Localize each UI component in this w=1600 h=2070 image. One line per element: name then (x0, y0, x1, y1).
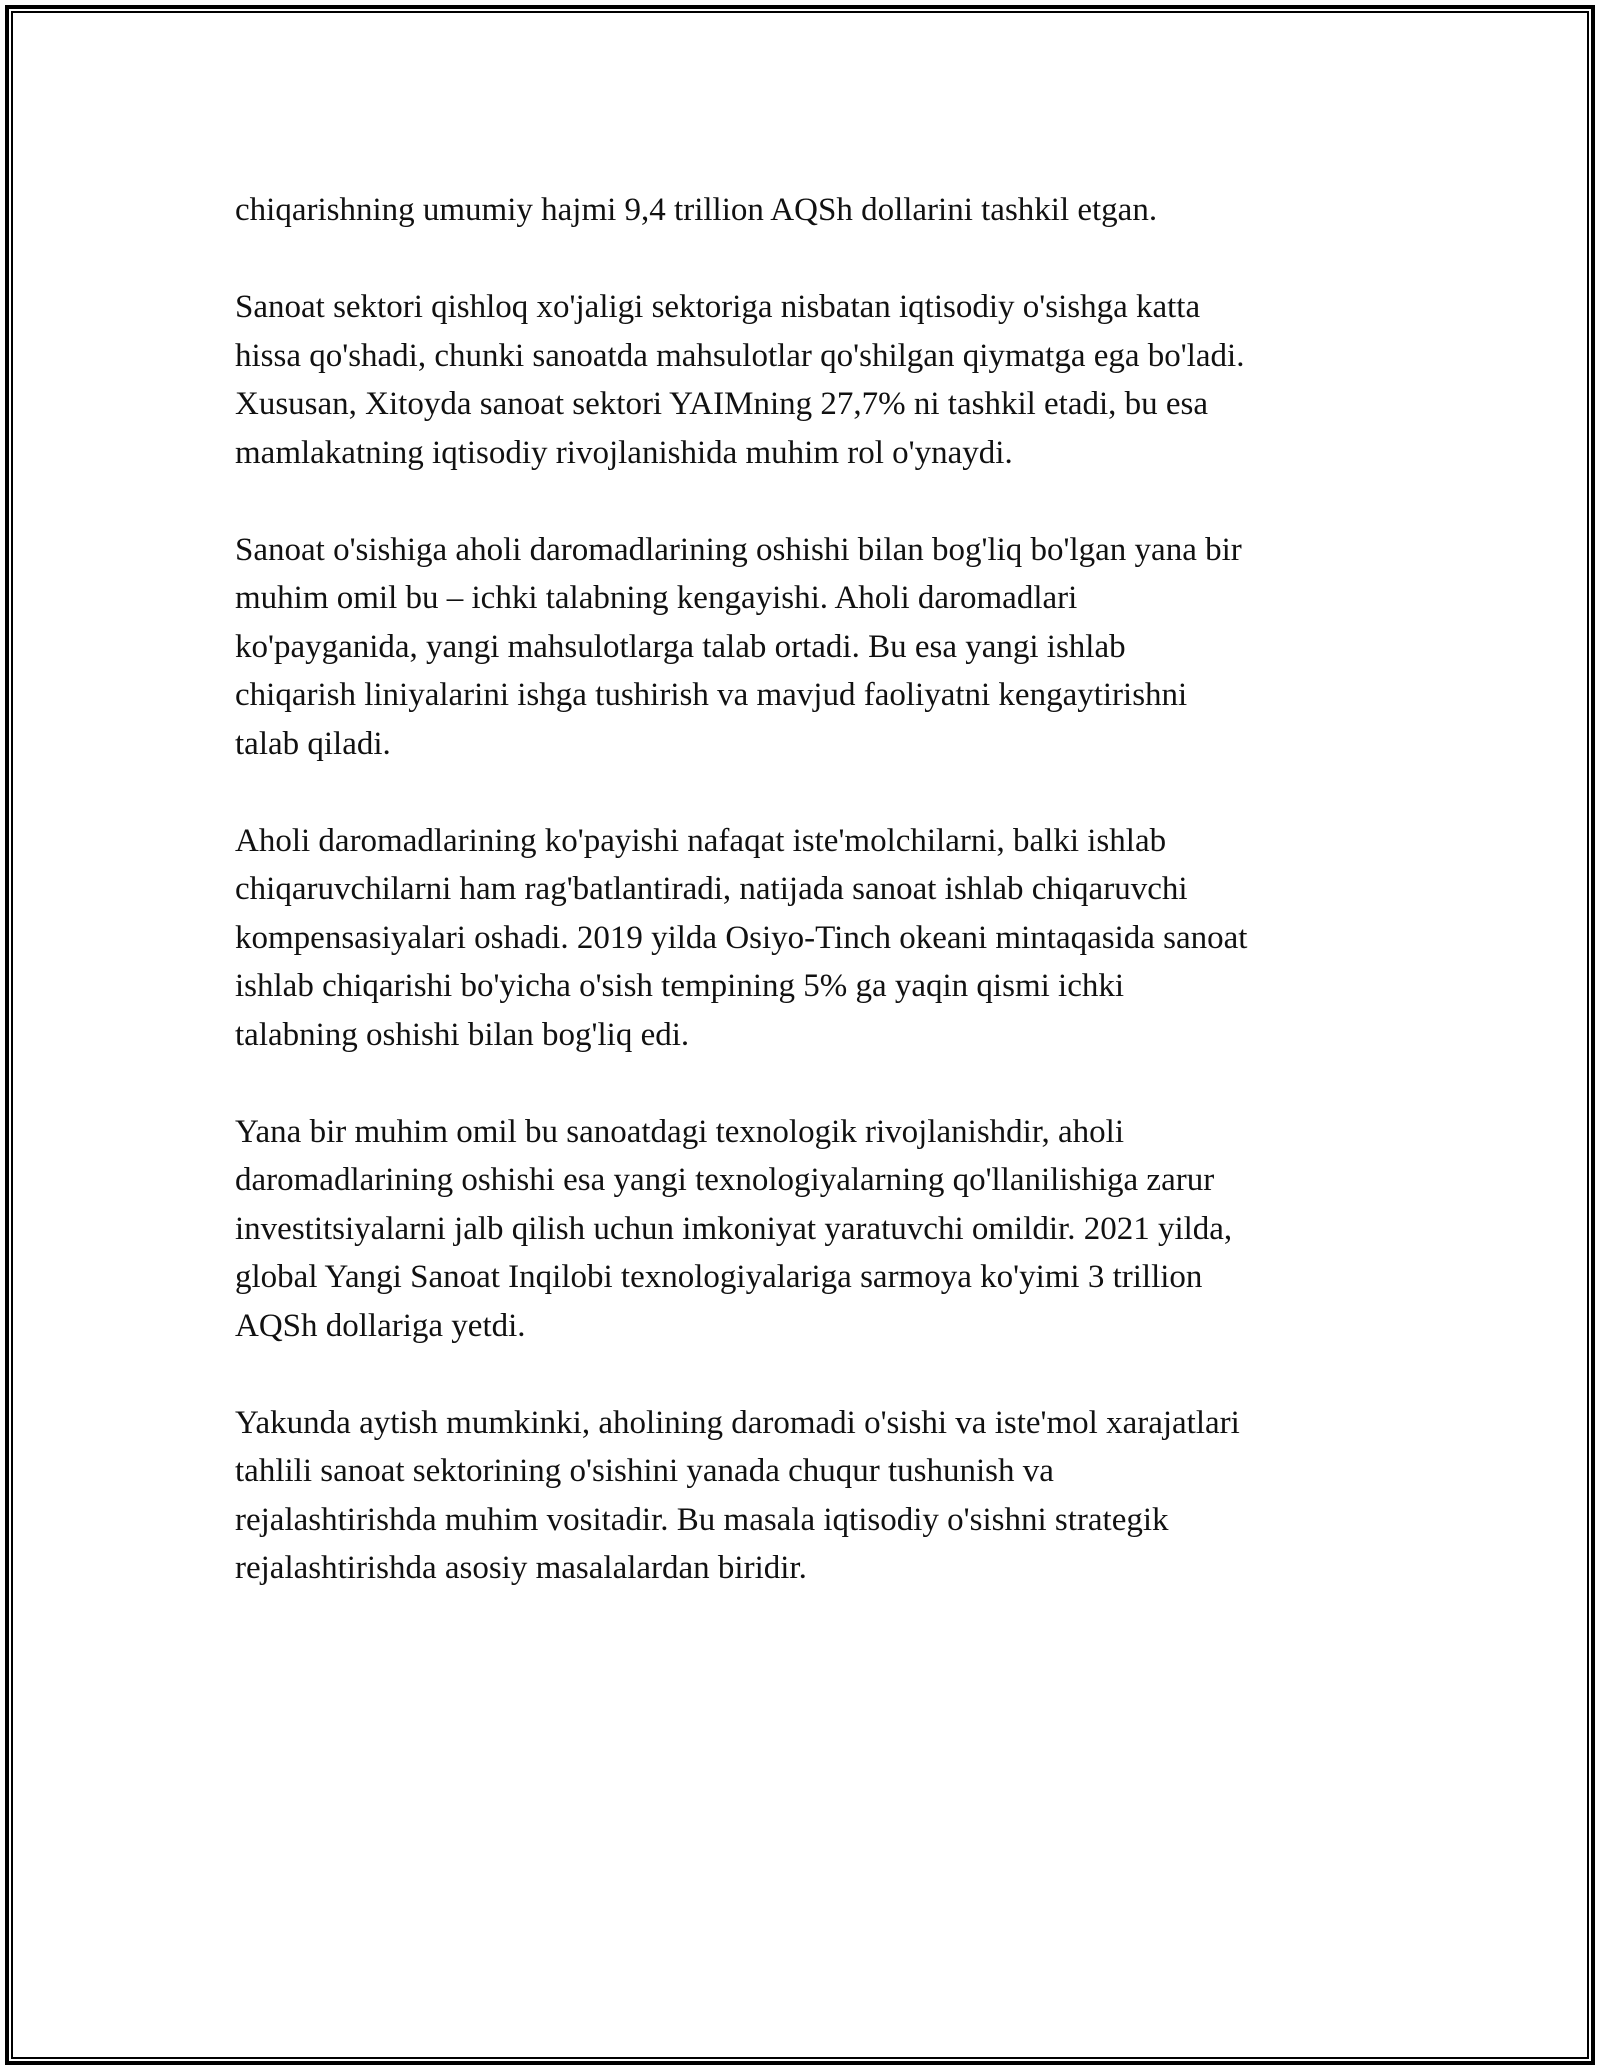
document-body (235, 186, 1385, 1641)
paragraph-4: Aholi daromadlarining ko'payishi nafaqat iste'molchilarni, balki ishlab chiqaruvchilarni ham rag'batlantiradi, natijada sanoat ishlab chiqaruvchi kompensasiyalari oshadi. 2019 yilda Osiyo-Tinch okeani mintaqasida sanoat ishlab chiqarishi bo'yicha o'sish tempining 5% ga yaqin qismi ichki talabning oshishi bilan bog'liq edi. (235, 822, 1248, 1053)
paragraph-1: chiqarishning umumiy hajmi 9,4 trillion AQSh dollarini tashkil etgan. (235, 192, 1158, 228)
paragraph-3: Sanoat o'sishiga aholi daromadlarining oshishi bilan bog'liq bo'lgan yana bir muhim omil bu – ichki talabning kengayishi. Aholi daromadlari ko'payganida, yangi mahsulotlarga talab ortadi. Bu esa yangi ishlab chiqarish liniyalarini ishga tushirish va mavjud faoliyatni kengaytirishni talab qiladi. (235, 531, 1242, 762)
paragraph-2: Sanoat sektori qishloq xo'jaligi sektoriga nisbatan iqtisodiy o'sishga katta hissa qo'shadi, chunki sanoatda mahsulotlar qo'shilgan qiymatga ega bo'ladi. Xususan, Xitoyda sanoat sektori YAIMning 27,7% ni tashkil etadi, bu esa mamlakatning iqtisodiy rivojlanishida muhim rol o'ynaydi. (235, 289, 1245, 471)
paragraph-5: Yana bir muhim omil bu sanoatdagi texnologik rivojlanishdir, aholi daromadlarining oshishi esa yangi texnologiyalarning qo'llanilishiga zarur investitsiyalarni jalb qilish uchun imkoniyat yaratuvchi omildir. 2021 yilda, global Yangi Sanoat Inqilobi texnologiyalariga sarmoya ko'yimi 3 trillion AQSh dollariga yetdi. (235, 1113, 1233, 1344)
paragraph-6: Yakunda aytish mumkinki, aholining daromadi o'sishi va iste'mol xarajatlari tahlili sanoat sektorining o'sishini yanada chuqur tushunish va rejalashtirishda muhim vositadir. Bu masala iqtisodiy o'sishni strategik rejalashtirishda asosiy masalalardan biridir. (235, 1404, 1240, 1586)
